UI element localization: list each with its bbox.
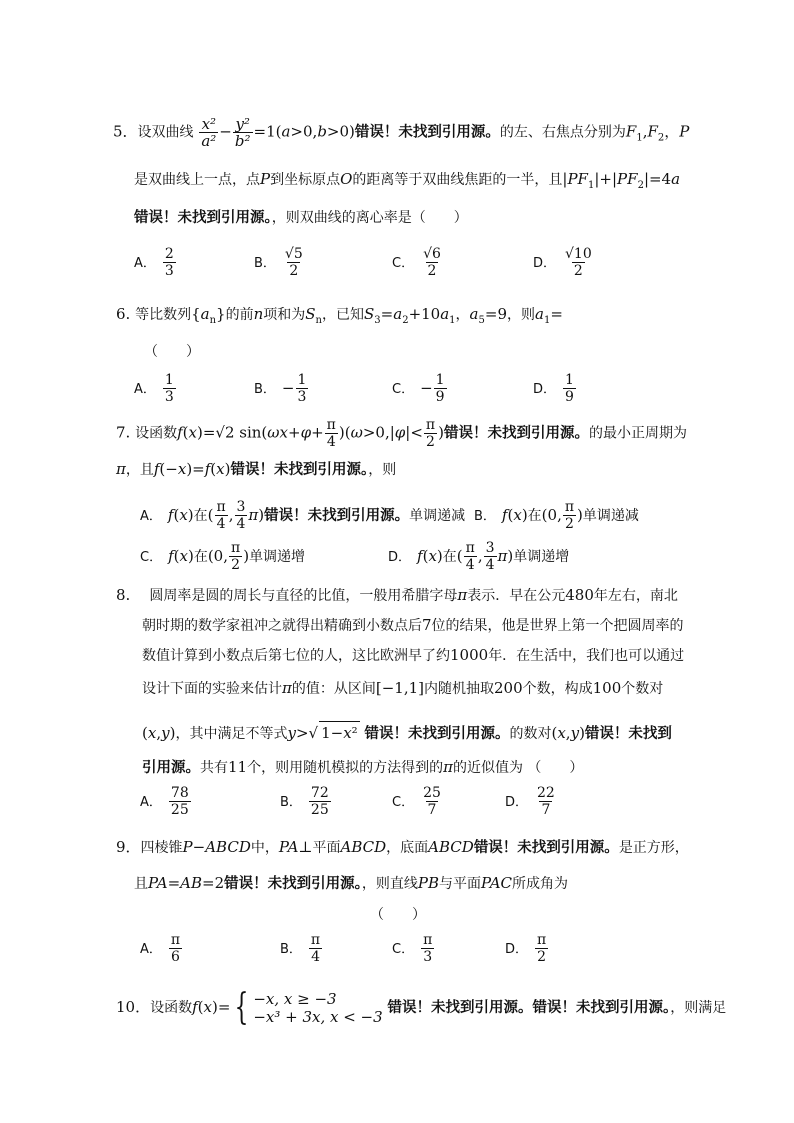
q8-option-a[interactable]: A． $\frac{78}{25}$ <box>140 785 189 818</box>
q7-option-a[interactable]: A． f(x)在( $\frac{\pi}{4}$ , $\frac{3}{4}$ π)错误！未找到引用源。单调递减 <box>140 499 466 532</box>
q9-number: 9． <box>116 838 141 856</box>
q8-line4: 设计下面的实验来估计π的值：从区间[−1,1]内随机抽取200个数，构成100个数对 <box>142 679 664 697</box>
q5-option-c[interactable]: C． $\frac{√6}{2}$ <box>392 246 441 279</box>
q10-line1: 10．设函数f(x)= { −x, x ≥ −3 −x³ + 3x, x < −3 错误！未找到引用源。错误！未找到引用源。，则满足 <box>116 987 727 1028</box>
q5-number: 5． <box>113 122 138 141</box>
q8-option-c[interactable]: C． $\frac{25}{7}$ <box>392 785 441 818</box>
q8-line6: 引用源。共有11个，则用随机模拟的方法得到的π的近似值为 （ ） <box>142 758 584 776</box>
q5-option-a[interactable]: A． $\frac{2}{3}$ <box>134 246 174 279</box>
q6-option-c[interactable]: C． − $\frac{1}{9}$ <box>392 372 445 405</box>
q9-paren: （ ） <box>370 907 426 923</box>
q8-line2: 朝时期的数学家祖冲之就得出精确到小数点后7位的结果，他是世界上第一个把圆周率的 <box>142 616 684 634</box>
q9-line1: 9．四棱锥P−ABCD中，PA⊥平面ABCD，底面ABCD错误！未找到引用源。是正方形， <box>116 838 689 856</box>
q5-option-d[interactable]: D． $\frac{√10}{2}$ <box>533 246 592 279</box>
piecewise-cases: −x, x ≥ −3 −x³ + 3x, x < −3 <box>253 990 383 1026</box>
q8-option-d[interactable]: D． $\frac{22}{7}$ <box>505 785 555 818</box>
q7-line1: 7. 设函数f(x)=√2 sin(ωx+φ+ $\frac{\pi}{4}$ )(ω>0,|φ|< $\frac{\pi}{2}$ )错误！未找到引用源。的最小正周期为 <box>116 417 687 450</box>
q7-line2: π，且f(−x)=f(x)错误！未找到引用源。，则 <box>116 460 397 478</box>
q7-option-d[interactable]: D． f(x)在( $\frac{\pi}{4}$ , $\frac{3}{4}$ π)单调递增 <box>388 540 570 573</box>
q8-option-b[interactable]: B． $\frac{72}{25}$ <box>280 785 329 818</box>
q8-number: 8. <box>116 586 131 604</box>
q9-option-d[interactable]: D． $\frac{\pi}{2}$ <box>505 932 547 965</box>
q5-frac-x: $\frac{\text{x²}}{\text{a²}}$ <box>201 115 217 150</box>
q6-option-d[interactable]: D． $\frac{1}{9}$ <box>533 372 574 405</box>
q6-number: 6. <box>116 305 131 323</box>
q10-number: 10． <box>116 998 151 1016</box>
q5-option-b[interactable]: B． $\frac{√5}{2}$ <box>254 246 303 279</box>
q5-line1: 5．设双曲线 $\frac{\text{x²}}{\text{a²}}$ − $\frac{\text{y²}}{\text{b²}}$ =1(a>0,b>0)错误！未找到引用源。的左、右焦点分别为$F_1,F_2$，P <box>113 115 690 150</box>
q8-line3: 数值计算到小数点后第七位的人，这比欧洲早了约1000年．在生活中，我们也可以通过 <box>142 646 685 664</box>
q9-line2: 且PA=AB=2错误！未找到引用源。，则直线PB与平面PAC所成角为 <box>134 874 569 892</box>
q8-line5: (x,y)，其中满足不等式y>√ 1−x² 错误！未找到引用源。的数对(x,y)错误！未找到 <box>142 721 794 745</box>
q9-option-b[interactable]: B． $\frac{\pi}{4}$ <box>280 932 321 965</box>
q9-option-c[interactable]: C． $\frac{\pi}{3}$ <box>392 932 433 965</box>
q9-option-a[interactable]: A． $\frac{\pi}{6}$ <box>140 932 181 965</box>
q5-line3: 错误！未找到引用源。，则双曲线的离心率是（ ） <box>134 210 468 226</box>
piecewise-brace-icon: { <box>234 987 249 1028</box>
q8-line1: 8. 圆周率是圆的周长与直径的比值，一般用希腊字母π表示．早在公元480年左右，南北 <box>116 586 678 604</box>
q6-option-a[interactable]: A． $\frac{1}{3}$ <box>134 372 174 405</box>
q7-option-c[interactable]: C． f(x)在(0, $\frac{\pi}{2}$ )单调递增 <box>140 540 306 573</box>
q5-frac-y: $\frac{\text{y²}}{\text{b²}}$ <box>234 115 251 150</box>
q6-paren: （ ） <box>144 344 200 360</box>
q5-line2: 是双曲线上一点，点P到坐标原点O的距离等于双曲线焦距的一半，且$|PF_1|+|PF_2|=4a$ <box>134 170 681 191</box>
q6-option-b[interactable]: B． − $\frac{1}{3}$ <box>254 372 307 405</box>
q7-option-b[interactable]: B． f(x)在(0, $\frac{\pi}{2}$ )单调递减 <box>474 499 639 532</box>
q7-number: 7. <box>116 423 131 442</box>
q6-line1: 6. 等比数列$\{a_n\}$的前n项和为$S_n$，已知$S_3=a_2+10a_1$，$a_5=9$，则$a_1=$ <box>116 305 563 326</box>
